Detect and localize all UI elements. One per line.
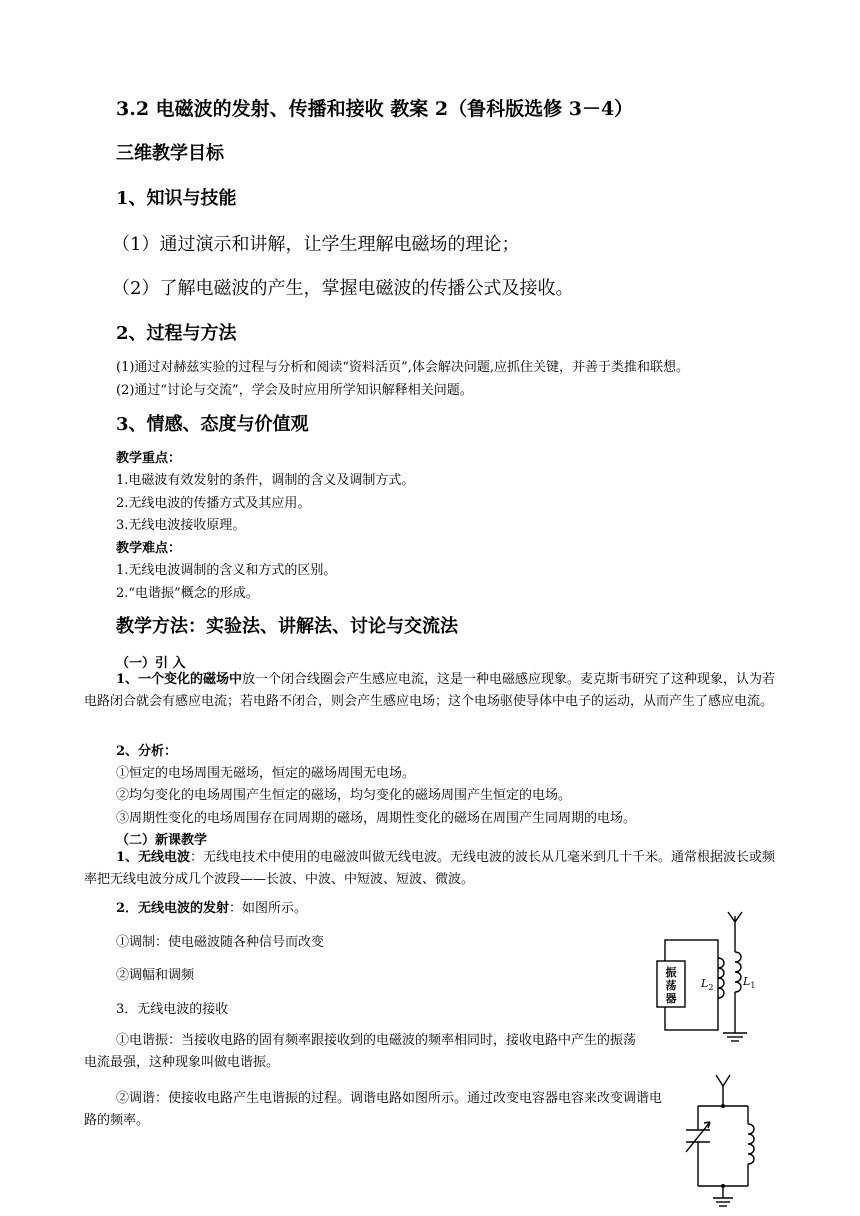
analysis-item: ①恒定的电场周围无磁场，恒定的磁场周围无电场。 [116, 766, 416, 781]
intro-paragraph-lead: 1、一个变化的磁场中 [116, 672, 243, 687]
tuning-paragraph: ②调谐：使接收电路产生电谐振的过程。调谐电路如图所示。通过改变电容器电容来改变调谐电路的频率。 [84, 1091, 663, 1128]
section-process-heading: 2、过程与方法 [116, 323, 237, 344]
new-lesson-label: （二）新课教学 [116, 833, 208, 848]
document-title: 3.2 电磁波的发射、传播和接收 教案 2（鲁科版选修 3－4） [116, 98, 634, 120]
section-knowledge-heading: 1、知识与技能 [116, 188, 237, 209]
oscillator-label-char-1: 振 [665, 966, 677, 979]
key-points-label: 教学重点： [116, 451, 182, 466]
resonance-paragraph: ①电谐振：当接收电路的固有频率跟接收到的电磁波的频率相同时，接收电路中产生的振荡电流最强，这种现象叫做电谐振。 [84, 1033, 637, 1070]
analysis-label: 2、分析： [116, 744, 178, 759]
intro-paragraph-body: 放一个闭合线圈会产生感应电流，这是一种电磁感应现象。麦克斯韦研究了这种现象，认为若电路闭合就会有感应电流；若电路不闭合，则会产生感应电场；这个电场驱使导体中电子的运动，从而产生了感应电流。 [84, 672, 776, 709]
knowledge-item-2: （2）了解电磁波的产生，掌握电磁波的传播公式及接收。 [112, 278, 574, 299]
key-point-item: 3.无线电波接收原理。 [116, 518, 246, 533]
junction-dot [721, 1104, 725, 1108]
difficult-points-label: 教学难点： [116, 541, 182, 556]
emission-heading [116, 897, 307, 916]
section-attitude-heading: 3、情感、态度与价值观 [116, 414, 309, 435]
emission-lead: 2．无线电波的发射 [116, 901, 230, 916]
inductor-l2-label: $L_2$ [701, 977, 714, 992]
radio-wave-body: ：无线电技术中使用的电磁波叫做无线电波。无线电波的波长从几毫米到几十千米。通常根据波长或频率把无线电波分成几个波段——长波、中波、中短波、短波、微波。 [84, 850, 776, 887]
analysis-item: ②均匀变化的电场周围产生恒定的磁场，均匀变化的磁场周围产生恒定的电场。 [116, 788, 572, 803]
emission-body: ：如图所示。 [229, 901, 308, 916]
objectives-heading: 三维教学目标 [116, 143, 224, 164]
oscillator-label-char-2: 荡 [665, 979, 677, 992]
tuning-circuit-diagram [672, 1070, 772, 1214]
process-item-2: (2)通过“讨论与交流”，学会及时应用所学知识解释相关问题。 [116, 383, 473, 398]
difficult-point-item: 2.“电谐振”概念的形成。 [116, 586, 259, 601]
radio-wave-paragraph [84, 847, 784, 891]
difficult-point-item: 1.无线电波调制的含义和方式的区别。 [116, 563, 337, 578]
teaching-method-heading: 教学方法：实验法、讲解法、讨论与交流法 [116, 616, 458, 637]
am-fm-item: ②调幅和调频 [116, 968, 195, 983]
reception-heading: 3．无线电波的接收 [116, 1002, 229, 1017]
process-item-1: (1)通过对赫兹实验的过程与分析和阅读“资料活页”,体会解决问题,应抓住关键，并善于类推和联想。 [116, 360, 689, 375]
junction-dot [721, 1184, 725, 1188]
intro-paragraph [84, 669, 784, 713]
analysis-item: ③周期性变化的电场周围存在同周期的磁场，周期性变化的磁场在周围产生同周期的电场。 [116, 811, 637, 826]
oscillator-label-char-3: 器 [665, 992, 677, 1005]
key-point-item: 2.无线电波的传播方式及其应用。 [116, 496, 311, 511]
inductor-l1-label: $L_1$ [743, 975, 756, 990]
knowledge-item-1: （1）通过演示和讲解，让学生理解电磁场的理论； [112, 234, 520, 255]
intro-label: （一）引 入 [116, 656, 186, 671]
key-point-item: 1.电磁波有效发射的条件，调制的含义及调制方式。 [116, 473, 415, 488]
transmitter-circuit-diagram [648, 908, 770, 1050]
radio-wave-lead: 1、无线电波 [116, 850, 191, 865]
modulation-item: ①调制：使电磁波随各种信号而改变 [116, 935, 325, 950]
